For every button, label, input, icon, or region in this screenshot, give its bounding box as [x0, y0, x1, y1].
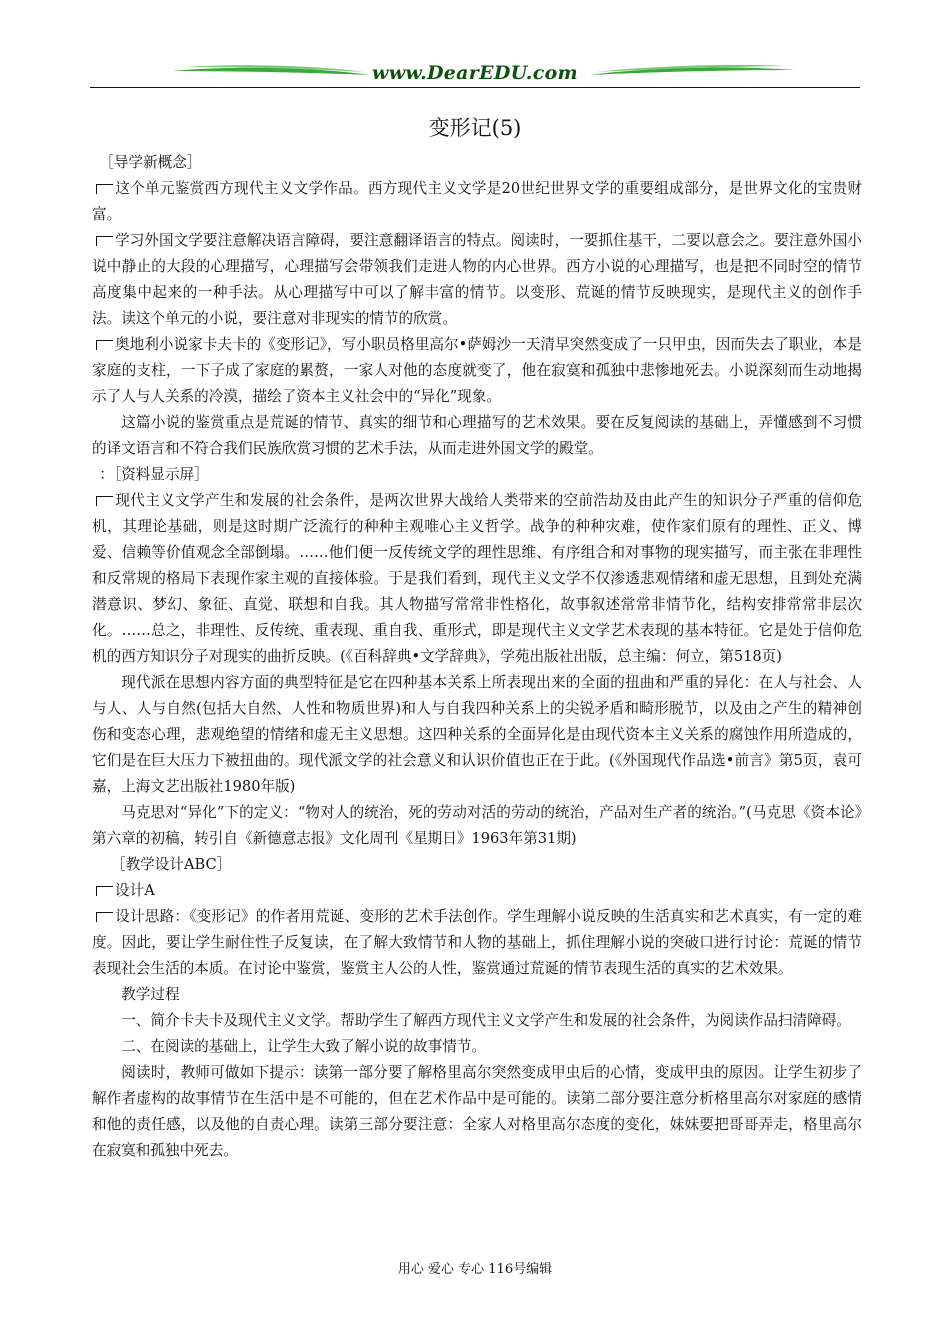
paragraph-mark-icon [96, 886, 113, 896]
guide-paragraph-1 [92, 176, 862, 228]
guide-paragraph-3 [92, 332, 862, 410]
guide-paragraph-2-text: 学习外国文学要注意解决语言障碍，要注意翻译语言的特点。阅读时，一要抓住基干，二要以意会之。要注意外国小说中静止的大段的心理描写，心理描写会带领我们走进人物的内心世界。西方小说的心理描写，也是把不同时空的情节高度集中起来的一种手法。从心理描写中可以了解丰富的情节。以变形、荒诞的情节反映现实，是现代主义的创作手法。读这个单元的小说，要注意对非现实的情节的欣赏。 [92, 232, 862, 327]
data-paragraph-2: 现代派在思想内容方面的典型特征是它在四种基本关系上所表现出来的全面的扭曲和严重的异化：在人与社会、人与人、人与自然(包括大自然、人性和物质世界)和人与自我四种关系上的尖锐矛盾和畸形脱节，以及由之产生的精神创伤和变态心理，悲观绝望的情绪和虚无主义思想。这四种关系的全面异化是由现代资本主义关系的腐蚀作用所造成的，它们是在巨大压力下被扭曲的。现代派文学的社会意义和认识价值也正在于此。(《外国现代作品选•前言》第5页，袁可嘉，上海文艺出版社1980年版) [92, 674, 862, 795]
data-paragraph-1 [92, 488, 862, 670]
step-1: 一、简介卡夫卡及现代主义文学。帮助学生了解西方现代主义文学产生和发展的社会条件，为阅读作品扫清障碍。 [121, 1012, 851, 1029]
paragraph-mark-icon [96, 236, 113, 246]
process-heading: 教学过程 [121, 986, 180, 1003]
paragraph-mark-icon [96, 496, 113, 506]
site-header [90, 58, 860, 98]
page-footer: 用心 爱心 专心 116号编辑 [397, 1262, 553, 1277]
data-paragraph-1-text: 现代主义文学产生和发展的社会条件，是两次世界大战给人类带来的空前浩劫及由此产生的知识分子严重的信仰危机，其理论基础，则是这时期广泛流行的种种主观唯心主义哲学。战争的种种灾难，使作家们原有的理性、正义、博爱、信赖等价值观念全部倒塌。……他们便一反传统文学的理性思维、有序组合和对事物的现实描写，而主张在非理性和反常规的格局下表现作家主观的直接体验。于是我们看到，现代主义文学不仅渗透悲观情绪和虚无思想，且到处充满潜意识、梦幻、象征、直觉、联想和自我。其人物描写常常非性格化，故事叙述常常非情节化，结构安排常常非层次化。……总之，非理性、反传统、重表现、重自我、重形式，即是现代主义文学艺术表现的基本特征。它是处于信仰危机的西方知识分子对现实的曲折反映。(《百科辞典•文学辞典》，学苑出版社出版，总主编：何立，第518页) [92, 492, 862, 665]
step-2-detail: 阅读时，教师可做如下提示：读第一部分要了解格里高尔突然变成甲虫后的心情，变成甲虫的原因。让学生初步了解作者虚构的故事情节在生活中是不可能的，但在艺术作品中是可能的。读第二部分要注意分析格里高尔对家庭的感情和他的责任感，以及他的自责心理。读第三部分要注意：全家人对格里高尔态度的变化，妹妹要把哥哥弄走，格里高尔在寂寞和孤独中死去。 [92, 1064, 862, 1159]
step-2: 二、在阅读的基础上，让学生大致了解小说的故事情节。 [121, 1038, 487, 1055]
design-a-label [92, 878, 862, 904]
design-idea-text: 设计思路：《变形记》的作者用荒诞、变形的艺术手法创作。学生理解小说反映的生活真实和艺术真实，有一定的难度。因此，要让学生耐住性子反复读，在了解大致情节和人物的基础上，抓住理解小说的突破口进行讨论：荒诞的情节表现社会生活的本质。在讨论中鉴赏，鉴赏主人公的人性，鉴赏通过荒诞的情节表现生活的真实的艺术效果。 [92, 908, 862, 977]
guide-paragraph-1-text: 这个单元鉴赏西方现代主义文学作品。西方现代主义文学是20世纪世界文学的重要组成部分，是世界文化的宝贵财富。 [92, 180, 862, 223]
site-logo-text: www.DearEDU.com [372, 62, 578, 84]
guide-paragraph-2 [92, 228, 862, 332]
guide-paragraph-4: 这篇小说的鉴赏重点是荒诞的情节、真实的细节和心理描写的艺术效果。要在反复阅读的基础上，弄懂感到不习惯的译文语言和不符合我们民族欣赏习惯的艺术手法，从而走进外国文学的殿堂。 [92, 414, 862, 457]
paragraph-mark-icon [96, 184, 113, 194]
paragraph-mark-icon [96, 912, 113, 922]
header-rule [90, 87, 860, 88]
paragraph-mark-icon [96, 340, 113, 350]
design-a-text: 设计A [115, 882, 155, 899]
data-heading: ：［资料显示屏］ [99, 466, 209, 483]
design-idea [92, 904, 862, 982]
data-paragraph-3: 马克思对“异化”下的定义：“物对人的统治，死的劳动对活的劳动的统治，产品对生产者的统治。”(马克思《资本论》第六章的初稿，转引自《新德意志报》文化周刊《星期日》1963年第31期) [92, 804, 862, 847]
guide-paragraph-3-text: 奥地利小说家卡夫卡的《变形记》，写小职员格里高尔•萨姆沙一天清早突然变成了一只甲虫，因而失去了职业，本是家庭的支柱，一下子成了家庭的累赘，一家人对他的态度就变了，他在寂寞和孤独中悲惨地死去。小说深刻而生动地揭示了人与人关系的冷漠，描绘了资本主义社会中的“异化”现象。 [92, 336, 862, 405]
article-body [92, 150, 862, 1164]
teach-heading: ［教学设计ABC］ [110, 856, 232, 873]
guide-heading: ［导学新概念］ [99, 154, 202, 171]
page-title: 变形记(5) [428, 116, 522, 140]
